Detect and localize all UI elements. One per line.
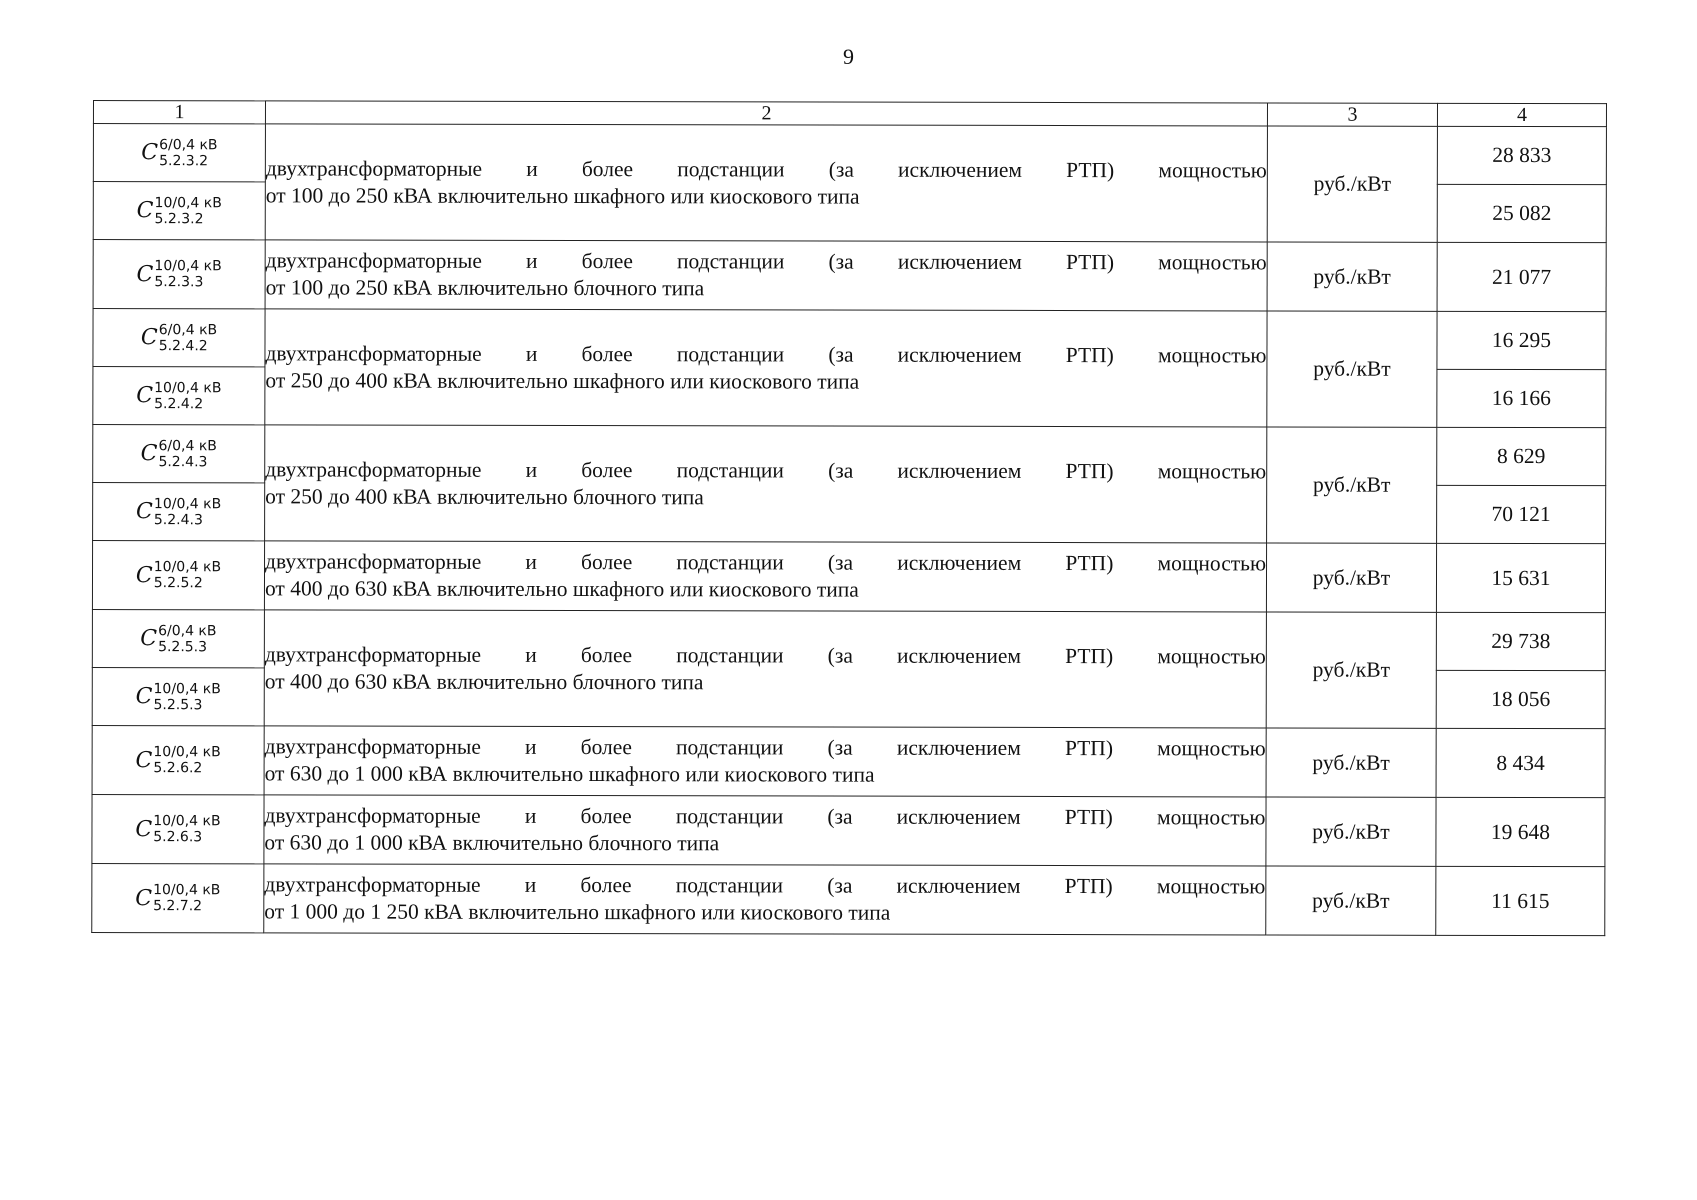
description-cell (264, 610, 1266, 728)
rate-symbol-indices (158, 623, 216, 655)
rate-symbol-voltage: 10/0,4 кВ (153, 495, 222, 512)
unit-cell: руб./кВт (1267, 311, 1437, 427)
rate-symbol-index: 5.2.4.2 (158, 337, 208, 354)
rate-symbol-letter: C (140, 325, 158, 351)
description-line: двухтрансформаторные и более подстанции (за исключением РТП) мощностью (265, 549, 1267, 576)
value-cell: 19 648 (1436, 797, 1605, 866)
column-number-2: 2 (265, 101, 1267, 126)
rate-symbol-voltage: 6/0,4 кВ (158, 437, 217, 454)
rate-symbol-voltage: 10/0,4 кВ (154, 194, 222, 211)
column-number-1: 1 (93, 101, 265, 124)
rate-symbol-voltage: 10/0,4 кВ (153, 559, 222, 576)
value-cell: 15 631 (1436, 543, 1605, 612)
code-cell (92, 541, 264, 610)
table-row (92, 725, 1605, 797)
table-row (93, 240, 1606, 312)
rate-symbol-index: 5.2.4.3 (153, 511, 203, 528)
rate-symbol-letter: C (136, 383, 154, 409)
rate-symbol-voltage: 10/0,4 кВ (153, 813, 221, 830)
rate-symbol-voltage: 10/0,4 кВ (153, 744, 221, 761)
description-cell (264, 541, 1266, 612)
rate-symbol-index: 5.2.3.3 (154, 274, 204, 291)
code-cell (92, 609, 264, 667)
code-cell (93, 367, 265, 425)
rate-symbol (136, 744, 221, 776)
code-cell (92, 667, 264, 725)
rate-symbol-indices (153, 882, 220, 914)
value-cell: 28 833 (1437, 126, 1606, 184)
description-line: двухтрансформаторные и более подстанции (за исключением РТП) мощностью (264, 734, 1266, 761)
rate-symbol (135, 882, 220, 914)
code-cell (93, 309, 265, 367)
rate-symbol (135, 813, 220, 845)
rate-symbol-indices (158, 438, 216, 470)
rate-symbol-indices (154, 258, 221, 290)
rate-symbol-letter: C (136, 198, 154, 224)
tariff-table-body (92, 101, 1607, 936)
table-row (92, 863, 1605, 935)
rate-symbol-letter: C (141, 140, 159, 166)
rate-symbol-letter: C (135, 885, 153, 911)
rate-symbol-index: 5.2.5.3 (158, 638, 208, 655)
description-line: от 100 до 250 кВА включительно блочного типа (265, 275, 705, 301)
rate-symbol-index: 5.2.4.3 (158, 453, 208, 470)
rate-symbol (141, 438, 217, 470)
value-cell: 11 615 (1436, 866, 1605, 935)
description-cell (265, 309, 1267, 427)
description-line: двухтрансформаторные и более подстанции (за исключением РТП) мощностью (264, 641, 1266, 668)
rate-symbol-index: 5.2.5.2 (153, 575, 203, 592)
rate-symbol (141, 322, 217, 354)
code-cell (93, 124, 265, 182)
rate-symbol-indices (153, 681, 220, 713)
rate-symbol (137, 195, 222, 227)
rate-symbol-indices (159, 137, 217, 169)
rate-symbol-indices (153, 744, 220, 776)
unit-cell: руб./кВт (1266, 543, 1436, 612)
rate-symbol-letter: C (140, 441, 158, 467)
table-row (92, 609, 1605, 670)
rate-symbol-letter: C (136, 499, 153, 525)
code-cell (93, 182, 265, 240)
code-cell (92, 794, 264, 863)
rate-symbol (136, 681, 221, 713)
rate-symbol-index: 5.2.6.2 (153, 760, 203, 777)
rate-symbol (136, 559, 221, 591)
unit-cell: руб./кВт (1267, 242, 1437, 311)
rate-symbol-indices (154, 559, 221, 591)
rate-symbol (136, 496, 221, 528)
unit-cell: руб./кВт (1267, 427, 1437, 543)
rate-symbol-voltage: 10/0,4 кВ (154, 258, 222, 275)
description-cell (264, 726, 1266, 797)
rate-symbol-voltage: 10/0,4 кВ (153, 882, 221, 899)
description-line: двухтрансформаторные и более подстанции (за исключением РТП) мощностью (265, 340, 1267, 367)
table-row (92, 794, 1605, 866)
unit-cell: руб./кВт (1266, 866, 1436, 935)
description-cell (265, 124, 1267, 242)
value-cell: 70 121 (1437, 485, 1606, 543)
rate-symbol (141, 137, 217, 169)
code-cell (93, 240, 265, 309)
description-cell (265, 240, 1267, 311)
rate-symbol-indices (153, 813, 220, 845)
rate-symbol-indices (159, 322, 217, 354)
unit-cell: руб./кВт (1266, 728, 1436, 797)
value-cell: 29 738 (1436, 612, 1605, 670)
description-line: от 100 до 250 кВА включительно шкафного или киоскового типа (265, 182, 860, 209)
description-line: от 400 до 630 кВА включительно шкафного или киоскового типа (264, 576, 859, 602)
description-cell (264, 795, 1266, 866)
description-cell (265, 425, 1267, 543)
table-row (93, 309, 1606, 370)
rate-symbol-index: 5.2.3.2 (159, 152, 209, 169)
column-number-4: 4 (1437, 103, 1606, 126)
rate-symbol-voltage: 6/0,4 кВ (159, 136, 218, 153)
description-line: от 400 до 630 кВА включительно блочного типа (264, 668, 704, 694)
table-row (93, 425, 1606, 486)
rate-symbol-index: 5.2.7.2 (153, 898, 203, 915)
description-cell (264, 864, 1266, 935)
code-cell (93, 425, 265, 483)
value-cell: 8 434 (1436, 728, 1605, 797)
rate-symbol (140, 623, 216, 655)
rate-symbol-indices (155, 195, 222, 227)
rate-symbol (136, 380, 221, 412)
rate-symbol-letter: C (136, 261, 154, 287)
rate-symbol-index: 5.2.3.2 (154, 210, 204, 227)
rate-symbol-index: 5.2.4.2 (154, 395, 204, 412)
code-cell (92, 863, 264, 932)
rate-symbol-indices (154, 380, 221, 412)
rate-symbol-letter: C (135, 562, 153, 588)
description-line: двухтрансформаторные и более подстанции (за исключением РТП) мощностью (264, 872, 1266, 899)
unit-cell: руб./кВт (1267, 126, 1437, 242)
code-cell (92, 725, 264, 794)
description-line: от 250 до 400 кВА включительно блочного типа (265, 483, 704, 509)
unit-cell: руб./кВт (1266, 612, 1436, 728)
description-line: от 630 до 1 000 кВА включительно шкафного или киоскового типа (264, 761, 875, 787)
rate-symbol-index: 5.2.5.3 (153, 696, 203, 713)
table-row (93, 124, 1606, 185)
value-cell: 21 077 (1437, 242, 1606, 311)
rate-symbol-indices (154, 496, 221, 528)
rate-symbol-voltage: 6/0,4 кВ (158, 321, 218, 338)
description-line: от 250 до 400 кВА включительно шкафного или киоскового типа (265, 367, 860, 394)
rate-symbol-letter: C (140, 626, 158, 652)
value-cell: 18 056 (1436, 670, 1605, 728)
value-cell: 8 629 (1437, 427, 1606, 485)
value-cell: 16 166 (1437, 369, 1606, 427)
unit-cell: руб./кВт (1266, 797, 1436, 866)
rate-symbol (137, 258, 222, 290)
value-cell: 25 082 (1437, 184, 1606, 242)
rate-symbol-letter: C (135, 684, 153, 710)
rate-symbol-letter: C (135, 747, 153, 773)
rate-symbol-voltage: 10/0,4 кВ (153, 680, 221, 697)
rate-symbol-voltage: 10/0,4 кВ (154, 379, 222, 396)
rate-symbol-index: 5.2.6.3 (153, 829, 203, 846)
code-cell (93, 483, 265, 541)
page-number: 9 (843, 44, 854, 69)
rate-symbol-letter: C (135, 816, 153, 842)
column-number-3: 3 (1267, 103, 1437, 126)
value-cell: 16 295 (1437, 311, 1606, 369)
description-line: двухтрансформаторные и более подстанции (за исключением РТП) мощностью (265, 456, 1267, 483)
description-line: двухтрансформаторные и более подстанции (за исключением РТП) мощностью (264, 803, 1266, 830)
description-line: от 1 000 до 1 250 кВА включительно шкафного или киоскового типа (264, 899, 891, 925)
column-number-row (93, 101, 1606, 127)
table-row (92, 541, 1605, 613)
description-line: от 630 до 1 000 кВА включительно блочного типа (264, 830, 720, 856)
rate-symbol-voltage: 6/0,4 кВ (158, 622, 217, 639)
description-line: двухтрансформаторные и более подстанции (за исключением РТП) мощностью (265, 248, 1267, 275)
tariff-table (91, 100, 1607, 936)
description-line: двухтрансформаторные и более подстанции (за исключением РТП) мощностью (265, 155, 1267, 182)
